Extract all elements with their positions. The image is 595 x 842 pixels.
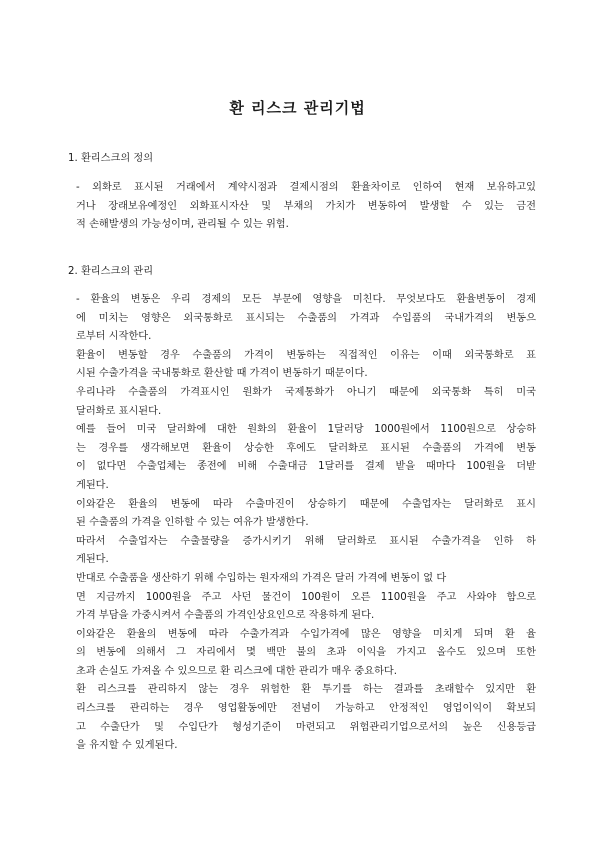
text-line: - 환율의 변동은 우리 경제의 모든 부문에 영향을 미친다. 무엇보다도 환율변동이 경제	[76, 294, 536, 305]
text-line: 달러화로 표시된다.	[76, 405, 162, 417]
text-line: 는 경우를 생각해보면 환율이 상승한 후에도 달러화로 표시된 수출품의 가격에 변동	[76, 442, 536, 454]
text-line: 에 미치는 영향은 외국통화로 표시되는 수출품의 가격과 수입품의 국내가격의 변동으	[76, 312, 536, 324]
document-title: 환 리스크 관리기법	[229, 99, 366, 117]
text-line: 환율이 변동할 경우 수출품의 가격이 변동하는 직접적인 이유는 이때 외국통화로 표	[76, 349, 536, 361]
text-line: 시된 수출가격을 국내통화로 환산할 때 가격이 변동하기 때문이다.	[76, 368, 368, 380]
section-heading-management: 2. 환리스크의 관리	[68, 266, 154, 277]
text-line: 예를 들어 미국 달러화에 대한 원화의 환율이 1달러당 1000원에서 1100원으로 상승하	[76, 424, 536, 436]
text-line: 된 수출품의 가격을 인하할 수 있는 여유가 발생한다.	[76, 517, 309, 529]
text-line: 거나 장래보유예정인 외화표시자산 및 부채의 가치가 변동하여 발생할 수 있는 금전	[76, 200, 536, 212]
text-line: 리스크를 관리하는 경우 영업활동에만 전념이 가능하고 안정적인 영업이익이 확보되	[76, 703, 536, 715]
text-line: 이 없다면 수출업체는 종전에 비해 수출대금 1달러를 결제 받을 때마다 100원을 더받	[76, 461, 536, 473]
text-line: - 외화로 표시된 거래에서 계약시점과 결제시점의 환율차이로 인하여 현재 보유하고있	[76, 182, 536, 193]
text-line: 반대로 수출품을 생산하기 위해 수입하는 원자재의 가격은 달러 가격에 변동이 없 다	[76, 572, 447, 584]
section-body-definition	[76, 179, 536, 235]
section-body-management	[76, 291, 536, 756]
text-line: 환 리스크를 관리하지 않는 경우 위험한 환 투기를 하는 결과를 초래할수 있지만 환	[76, 684, 536, 696]
text-line: 게된다.	[76, 554, 109, 566]
text-line: 이와같은 환율의 변동에 따라 수출가격과 수입가격에 많은 영향을 미치게 되며 환 율	[76, 628, 536, 640]
text-line: 면 지금까지 1000원을 주고 사던 물건이 100원이 오른 1100원을 주고 사와야 함으로	[76, 591, 536, 603]
text-line: 적 손해발생의 가능성이며, 관리될 수 있는 위험.	[76, 219, 289, 231]
text-line: 가격 부담을 가중시켜서 수출품의 가격인상요인으로 작용하게 된다.	[76, 610, 375, 622]
text-line: 게된다.	[76, 479, 109, 491]
section-heading-definition: 1. 환리스크의 정의	[68, 153, 154, 164]
text-line: 로부터 시작한다.	[76, 331, 152, 343]
text-line: 고 수출단가 및 수입단가 형성기준이 마련되고 위험관리기업으로서의 높은 신용등급	[76, 721, 536, 733]
text-line: 이와같은 환율의 변동에 따라 수출마진이 상승하기 때문에 수출업자는 달러화로 표시	[76, 498, 536, 510]
text-line: 초과 손실도 가져올 수 있으므로 환 리스크에 대한 관리가 매우 중요하다.	[76, 665, 398, 677]
text-line: 의 변동에 의해서 그 자리에서 몇 백만 불의 초과 이익을 가지고 올수도 있으며 또한	[76, 647, 536, 659]
text-line: 따라서 수출업자는 수출물량을 증가시키기 위해 달러화로 표시된 수출가격을 인하 하	[76, 535, 536, 547]
text-line: 우리나라 수출품의 가격표시인 원화가 국제통화가 아니기 때문에 외국통화 특히 미국	[76, 386, 536, 398]
text-line: 을 유지할 수 있게된다.	[76, 740, 178, 752]
